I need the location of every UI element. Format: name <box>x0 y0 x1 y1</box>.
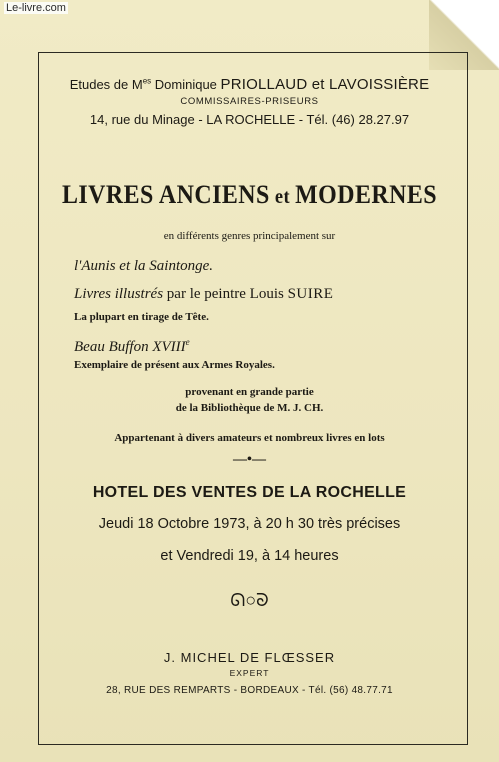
buffon-note: Exemplaire de présent aux Armes Royales. <box>74 359 275 371</box>
illustrated-books-line <box>74 286 333 303</box>
auctioneers-first-name: Dominique <box>151 77 221 92</box>
provenance-line-2: de la Bibliothèque de M. J. CH. <box>175 402 324 414</box>
auctioneers-line <box>0 76 499 93</box>
ornament-icon: ᘏ○ᘐ <box>230 590 269 610</box>
sale-date-1: Jeudi 18 Octobre 1973, à 20 h 30 très précises <box>98 516 401 532</box>
auctioneers-address: 14, rue du Minage - LA ROCHELLE - Tél. (46) 28.27.97 <box>89 112 410 127</box>
auctioneers-title: COMMISSAIRES-PRISEURS <box>180 96 319 107</box>
title-part-1: LIVRES ANCIENS <box>61 180 270 209</box>
title-part-2: MODERNES <box>295 180 438 209</box>
aunis-line: l'Aunis et la Saintonge. <box>74 258 214 274</box>
sale-subtitle: en différents genres principalement sur <box>163 230 336 242</box>
sale-title <box>20 180 479 210</box>
illustrated-books-text: par le peintre Louis <box>163 286 288 302</box>
title-et: et <box>269 186 296 208</box>
auctioneers-sup: es <box>142 76 152 86</box>
watermark: Le-livre.com <box>6 2 66 14</box>
appartenant-line: Appartenant à divers amateurs et nombreux livres en lots <box>114 432 385 444</box>
cover-border <box>38 52 468 745</box>
provenance-line-1: provenant en grande partie <box>185 386 314 398</box>
expert-role: EXPERT <box>229 668 270 678</box>
hotel-des-ventes: HOTEL DES VENTES DE LA ROCHELLE <box>92 484 407 501</box>
auctioneers-names: PRIOLLAUD et LAVOISSIÈRE <box>220 76 430 93</box>
auctioneers-prefix: Etudes de M <box>69 77 143 92</box>
buffon-text: Beau Buffon XVIII <box>74 339 186 355</box>
sale-date-2: et Vendredi 19, à 14 heures <box>160 548 339 564</box>
expert-name: J. MICHEL DE FLŒSSER <box>163 650 336 665</box>
expert-address: 28, RUE DES REMPARTS - BORDEAUX - Tél. (56) 48.77.71 <box>106 685 393 696</box>
illustrated-books-note: La plupart en tirage de Tête. <box>74 311 209 323</box>
buffon-sup: e <box>185 337 190 347</box>
buffon-line <box>74 337 190 356</box>
illustrator-name: SUIRE <box>287 286 334 302</box>
separator: —•— <box>233 452 266 467</box>
illustrated-books-italic: Livres illustrés <box>74 286 164 302</box>
